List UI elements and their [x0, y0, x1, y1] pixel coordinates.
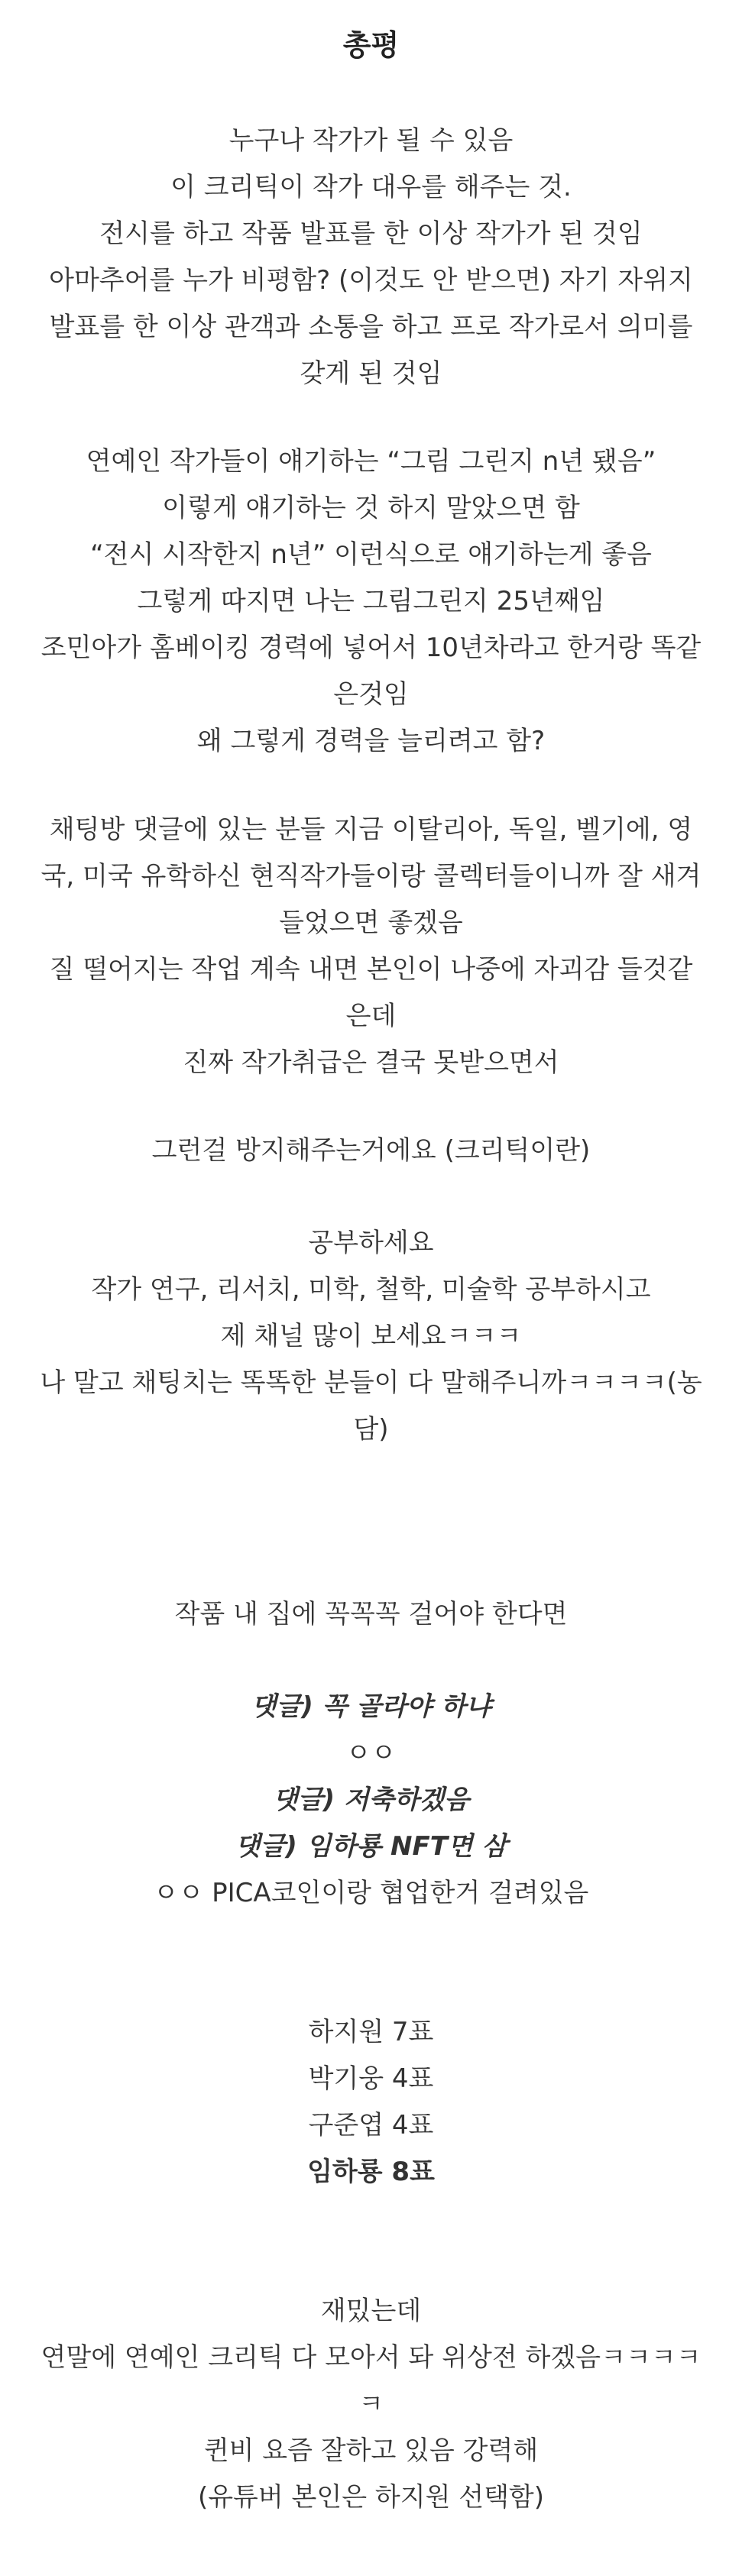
paragraph-comments [31, 1684, 711, 1917]
text-line: 공부하세요 [308, 1228, 434, 1258]
text-line: 담) [353, 1414, 389, 1445]
text-line: 이 크리틱이 작가 대우를 해주는 것. [170, 172, 572, 202]
text-line: 나 말고 채팅치는 똑똑한 분들이 다 말해주니까ㅋㅋㅋㅋ(농 [40, 1367, 702, 1398]
text-line: 아마추어를 누가 비평함? (이것도 안 받으면) 자기 자위지 [49, 265, 693, 296]
text-line: 연예인 작가들이 얘기하는 “그림 그린지 n년 됐음” [86, 446, 656, 477]
paragraph-study-advice [31, 1220, 711, 1453]
text-line: (유튜버 본인은 하지원 선택함) [197, 2482, 545, 2513]
paragraph-closing [31, 2288, 711, 2521]
vote-line-winner: 임하룡 8표 [307, 2157, 435, 2187]
text-line: 들었으면 좋겠음 [279, 908, 463, 938]
text-line: 작품 내 집에 꼭꼭꼭 걸어야 한다면 [174, 1599, 568, 1629]
vote-line: 하지원 7표 [308, 2017, 434, 2047]
text-line: ㅇㅇ [345, 1738, 397, 1769]
comment-line: 댓글) 꼭 골라야 하냐 [251, 1691, 491, 1722]
vote-results [31, 2009, 711, 2196]
text-line: 재밌는데 [320, 2296, 422, 2326]
text-line: 질 떨어지는 작업 계속 내면 본인이 나중에 자괴감 들것같 [49, 954, 693, 985]
text-line: 은데 [345, 1001, 397, 1031]
text-line: 그렇게 따지면 나는 그림그린지 25년째임 [137, 586, 605, 616]
text-line: ㅇㅇ PICA코인이랑 협업한거 걸려있음 [153, 1878, 589, 1908]
text-line: 이렇게 얘기하는 것 하지 말았으면 함 [162, 493, 580, 523]
text-line: 갖게 된 것임 [300, 358, 442, 389]
text-line: 채팅방 댓글에 있는 분들 지금 이탈리아, 독일, 벨기에, 영 [49, 814, 693, 845]
text-line: 연말에 연예인 크리틱 다 모아서 돠 위상전 하겠음ㅋㅋㅋㅋ [41, 2342, 701, 2373]
text-line: 전시를 하고 작품 발표를 한 이상 작가가 된 것임 [99, 218, 643, 249]
vote-line: 구준엽 4표 [308, 2110, 434, 2141]
paragraph-career-years [31, 439, 711, 765]
text-line: 왜 그렇게 경력을 늘리려고 함? [196, 726, 546, 756]
text-line: ㅋ [358, 2389, 384, 2419]
page-title: 총평 [342, 28, 400, 62]
text-line: 퀸비 요즘 잘하고 있음 강력해 [203, 2435, 539, 2466]
text-line: 진짜 작가취급은 결국 못받으면서 [183, 1047, 559, 1078]
paragraph-chat-advice [31, 807, 711, 1086]
comment-line: 댓글) 임하룡 NFT면 삼 [235, 1831, 507, 1862]
text-line: 은것임 [333, 679, 409, 710]
text-line: 발표를 한 이상 관객과 소통을 하고 프로 작가로서 의미를 [49, 312, 693, 342]
text-line: 제 채널 많이 보세요ㅋㅋㅋ [220, 1321, 522, 1351]
text-line: 조민아가 홈베이킹 경력에 넣어서 10년차라고 한거랑 똑같 [41, 633, 701, 663]
text-line: “전시 시작한지 n년” 이런식으로 얘기하는게 좋음 [90, 539, 652, 570]
vote-line: 박기웅 4표 [308, 2063, 434, 2094]
paragraph-critique-role [31, 118, 711, 397]
text-line: 작가 연구, 리서치, 미학, 철학, 미술학 공부하시고 [91, 1274, 651, 1305]
text-line: 그런걸 방지해주는거에요 (크리틱이란) [151, 1135, 591, 1166]
paragraph-critique-purpose [31, 1128, 711, 1174]
comment-line: 댓글) 저축하겠음 [272, 1785, 470, 1815]
text-line: 국, 미국 유학하신 현직작가들이랑 콜렉터들이니까 잘 새겨 [41, 861, 701, 892]
text-line: 누구나 작가가 될 수 있음 [228, 125, 514, 156]
paragraph-home-question [31, 1591, 711, 1638]
